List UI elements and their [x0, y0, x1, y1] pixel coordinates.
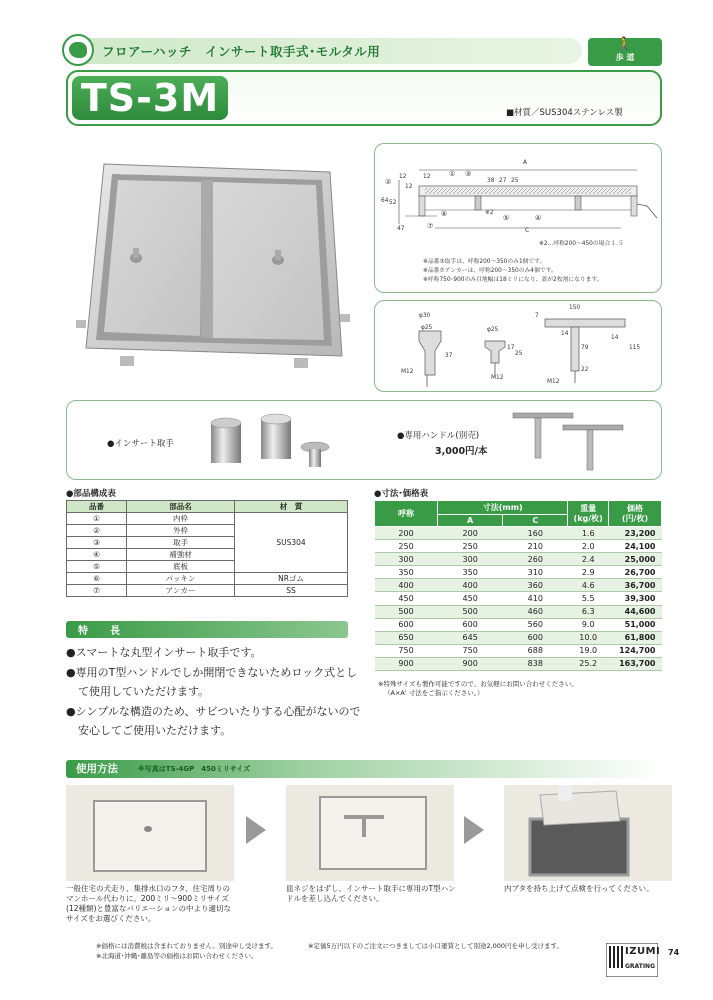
material-label: ■材質／SUS304ステンレス製 [506, 108, 623, 118]
table-row [67, 585, 348, 597]
footer-note-right: ※定価5万円以下のご注文につきましては小口運賃として別途2,000円を申し受けます。 [308, 942, 564, 950]
price-c: 210 [503, 540, 568, 553]
dim-64: 64 [381, 198, 389, 204]
callout-5: ⑤ [503, 214, 510, 222]
table-row [375, 566, 662, 579]
price-weight: 5.5 [568, 592, 609, 605]
table-row [375, 657, 662, 670]
dim-38: 38 [487, 178, 495, 184]
price-size: 650 [375, 631, 438, 644]
callout-7: ⑦ [427, 222, 434, 230]
part-name: アンカー [127, 585, 235, 597]
price-a: 900 [438, 657, 503, 670]
price-header-c: C [503, 515, 568, 527]
logo-izumi: IZUMI [625, 946, 661, 957]
part-no: ⑦ [67, 585, 127, 597]
table-row [375, 579, 662, 592]
price-weight: 2.9 [568, 566, 609, 579]
part-name: 内枠 [127, 513, 235, 525]
price-size: 450 [375, 592, 438, 605]
features-list [66, 643, 366, 741]
price-header-a: A [438, 515, 503, 527]
price-value: 61,800 [609, 631, 662, 644]
part-no: ⑤ [67, 561, 127, 573]
arrow-right-icon [464, 816, 484, 844]
part-name: パッキン [127, 573, 235, 585]
detail-25: 25 [515, 351, 523, 357]
parts-heading: ●部品構成表 [66, 489, 116, 499]
category-title: フロアーハッチ インサート取手式･モルタル用 [102, 44, 381, 59]
callout-1: ① [449, 170, 456, 178]
usage-title: 使用方法 [76, 763, 118, 775]
price-a: 450 [438, 592, 503, 605]
price-c: 560 [503, 618, 568, 631]
price-note-2: （A×A' 寸法をご指示ください。） [384, 689, 484, 697]
part-material: NRゴム [235, 573, 348, 585]
detail-m12-b: M12 [491, 375, 504, 381]
dim-12c: 12 [405, 184, 413, 190]
price-value: 44,600 [609, 605, 662, 618]
price-note [378, 680, 578, 698]
list-item: ●シンプルな構造のため、サビついたりする心配がないので安心してご使用いただけます。 [66, 704, 361, 738]
dim-25: 25 [511, 178, 519, 184]
price-c: 160 [503, 527, 568, 540]
callout-6: ⑥ [441, 210, 448, 218]
table-row [375, 618, 662, 631]
price-weight: 2.4 [568, 553, 609, 566]
price-weight: 25.2 [568, 657, 609, 670]
dim-52: 52 [389, 200, 397, 206]
part-no: ⑥ [67, 573, 127, 585]
table-row [375, 592, 662, 605]
callout-2: ② [385, 178, 392, 186]
part-no: ④ [67, 549, 127, 561]
detail-115: 115 [629, 345, 641, 351]
part-name: 取手 [127, 537, 235, 549]
price-value: 24,100 [609, 540, 662, 553]
part-name: 底板 [127, 561, 235, 573]
price-weight: 19.0 [568, 644, 609, 657]
price-heading: ●寸法･価格表 [374, 489, 429, 499]
dim-12a: 12 [399, 174, 407, 180]
cross-section-drawing [374, 143, 662, 293]
model-title: TS-3M [72, 76, 228, 120]
detail-14-b: 14 [611, 335, 619, 341]
price-c: 838 [503, 657, 568, 670]
price-a: 400 [438, 579, 503, 592]
price-weight: 10.0 [568, 631, 609, 644]
price-value: 39,300 [609, 592, 662, 605]
detail-14-a: 14 [561, 331, 569, 337]
part-name: 補強材 [127, 549, 235, 561]
parts-header-no: 品番 [67, 501, 127, 513]
t-handle-photo [507, 407, 647, 473]
badge-label: 歩 道 [615, 53, 635, 62]
detail-phi25-b: φ25 [487, 327, 499, 333]
price-value: 25,000 [609, 553, 662, 566]
price-size: 500 [375, 605, 438, 618]
leaf-logo-icon [62, 34, 94, 66]
table-row [375, 631, 662, 644]
handle-tool-price: 3,000円/本 [435, 446, 488, 457]
price-note-1: ※特殊サイズも製作可能ですので、お気軽にお問い合わせください。 [378, 680, 578, 688]
price-a: 645 [438, 631, 503, 644]
price-a: 500 [438, 605, 503, 618]
callout-4: ④ [535, 214, 542, 222]
detail-phi30: φ30 [419, 313, 431, 319]
table-row [375, 527, 662, 540]
price-weight: 2.0 [568, 540, 609, 553]
dim-a: A [523, 160, 527, 166]
drawing-note-1: ※品番③取手は、呼称200～350のみ1個です。 [423, 259, 546, 265]
detail-17: 17 [507, 345, 515, 351]
usage-photo-3 [504, 785, 672, 881]
usage-photo-2-image [286, 785, 454, 881]
handle-tool-label: ●専用ハンドル(別売) [397, 431, 480, 441]
table-row [375, 553, 662, 566]
price-size: 750 [375, 644, 438, 657]
price-c: 410 [503, 592, 568, 605]
table-row [375, 644, 662, 657]
table-row [67, 513, 348, 525]
list-item: ●専用のT型ハンドルでしか開閉できないためロック式として使用していただけます。 [66, 665, 358, 699]
part-no: ① [67, 513, 127, 525]
price-size: 200 [375, 527, 438, 540]
insert-handle-photo [205, 409, 345, 475]
parts-header-name: 部品名 [127, 501, 235, 513]
usage-photo-3-image [504, 785, 672, 881]
price-table [374, 500, 662, 671]
price-size: 350 [375, 566, 438, 579]
dim-47: 47 [397, 226, 405, 232]
usage-step-2: 皿ネジをはずし、インサート取手に専用のT型ハンドルを差し込んでください。 [286, 884, 456, 903]
footer-note-region: ※北海道･沖縄･離島等の価格はお問い合わせください。 [96, 952, 258, 960]
price-weight: 9.0 [568, 618, 609, 631]
price-c: 460 [503, 605, 568, 618]
product-photo [74, 158, 354, 376]
price-size: 300 [375, 553, 438, 566]
price-size: 250 [375, 540, 438, 553]
price-weight: 4.6 [568, 579, 609, 592]
table-row [67, 573, 348, 585]
price-c: 310 [503, 566, 568, 579]
table-row [375, 540, 662, 553]
price-value: 124,700 [609, 644, 662, 657]
price-weight: 6.3 [568, 605, 609, 618]
dim-c: C [525, 228, 530, 234]
list-item: ●スマートな丸型インサート取手です。 [66, 646, 262, 659]
drawing-note-2: ※品番⑦アンカーは、呼称200～350のみ4個です。 [423, 268, 557, 274]
price-size: 900 [375, 657, 438, 670]
price-header-weight: 重量 (kg/枚) [568, 501, 609, 527]
insert-handle-label: ●インサート取手 [107, 439, 174, 449]
price-header-dims: 寸法(mm) [438, 501, 568, 515]
price-c: 260 [503, 553, 568, 566]
price-header-size: 呼称 [375, 501, 438, 527]
detail-79: 79 [581, 345, 589, 351]
pedestrian-badge [588, 38, 662, 66]
dim-12b: 12 [423, 174, 431, 180]
detail-22: 22 [581, 367, 589, 373]
features-title: 特 長 [78, 626, 126, 637]
detail-150: 150 [569, 305, 581, 311]
dim-star2: ※2 [485, 210, 494, 216]
insert-handle-panel [66, 400, 662, 480]
footer-note-tax: ※価格には消費税は含まれておりません。別途申し受けます。 [96, 942, 277, 950]
price-a: 350 [438, 566, 503, 579]
detail-m12-c: M12 [547, 379, 560, 385]
price-a: 300 [438, 553, 503, 566]
part-name: 外枠 [127, 525, 235, 537]
price-c: 600 [503, 631, 568, 644]
usage-photo-1-image [66, 785, 234, 881]
price-a: 250 [438, 540, 503, 553]
part-no: ③ [67, 537, 127, 549]
detail-7: 7 [535, 313, 539, 319]
parts-header-material: 材 質 [235, 501, 348, 513]
price-value: 51,000 [609, 618, 662, 631]
usage-subtitle: ※写真はTS-4GP 450ミリサイズ [138, 765, 251, 773]
footer-note-left [96, 941, 277, 961]
drawing-note-3: ※呼称750･900のみ目地幅は18ミリになり、蓋が2枚割になります。 [423, 277, 603, 283]
table-row [375, 605, 662, 618]
part-material: SS [235, 585, 348, 597]
parts-table [66, 500, 348, 597]
detail-37: 37 [445, 353, 453, 359]
price-c: 360 [503, 579, 568, 592]
detail-m12-a: M12 [401, 369, 414, 375]
dim-27: 27 [499, 178, 507, 184]
price-c: 688 [503, 644, 568, 657]
price-value: 23,200 [609, 527, 662, 540]
logo-grating: GRATING [625, 963, 655, 970]
usage-step-1: 一般住宅の犬走り、集排水口のフタ、住宅周りのマンホール代わりに。200ミリ～900ミリサイズ(12種類)と豊富なバリエーションの中より適切なサイズをお選びください。 [66, 884, 231, 923]
price-weight: 1.6 [568, 527, 609, 540]
detail-drawing [374, 300, 662, 392]
part-material-merged: SUS304 [235, 513, 348, 573]
usage-photo-2 [286, 785, 454, 881]
price-value: 163,700 [609, 657, 662, 670]
price-a: 750 [438, 644, 503, 657]
walking-person-icon: 🚶 [616, 37, 634, 52]
price-value: 26,700 [609, 566, 662, 579]
page-number: 74 [668, 948, 680, 957]
usage-photo-1 [66, 785, 234, 881]
detail-phi25-a: φ25 [421, 325, 433, 331]
price-header-price: 価格 (円/枚) [609, 501, 662, 527]
price-size: 400 [375, 579, 438, 592]
callout-3: ③ [465, 170, 472, 178]
usage-step-3: 内ブタを持ち上げて点検を行ってください。 [504, 884, 654, 893]
izumi-grating-logo [606, 943, 661, 977]
price-a: 200 [438, 527, 503, 540]
price-value: 36,700 [609, 579, 662, 592]
arrow-right-icon [246, 816, 266, 844]
price-size: 600 [375, 618, 438, 631]
price-a: 600 [438, 618, 503, 631]
drawing-star-note: ※2…呼称200～450の場合１.５ [539, 241, 624, 247]
part-no: ② [67, 525, 127, 537]
